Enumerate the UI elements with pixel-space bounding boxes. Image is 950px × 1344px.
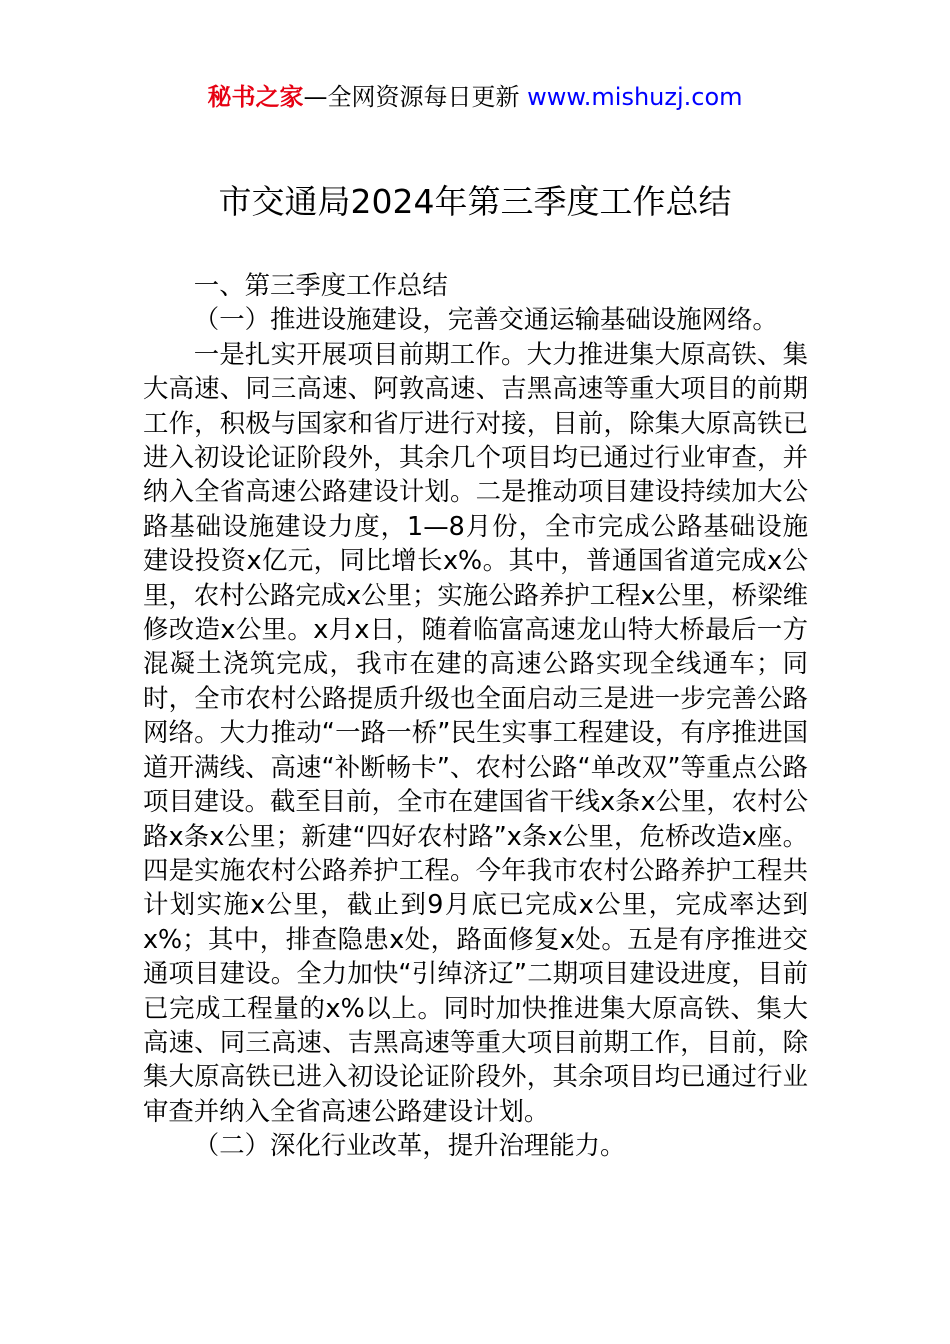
document-body <box>143 268 808 1163</box>
body-paragraph: 一是扎实开展项目前期工作。大力推进集大原高铁、集大高速、同三高速、阿敦高速、吉黑高速等重大项目的前期工作，积极与国家和省厅进行对接，目前，除集大原高铁已进入初设论证阶段外，其余几个项目均已通过行业审查，并纳入全省高速公路建设计划。二是推动项目建设持续加大公路基础设施建设力度，1—8月份，全市完成公路基础设施建设投资x亿元，同比增长x%。其中，普通国省道完成x公里，农村公路完成x公里；实施公路养护工程x公里，桥梁维修改造x公里。x月x日，随着临富高速龙山特大桥最后一方混凝土浇筑完成，我市在建的高速公路实现全线通车；同时，全市农村公路提质升级也全面启动三是进一步完善公路网络。大力推动“一路一桥”民生实事工程建设，有序推进国道开满线、高速“补断畅卡”、农村公路“单改双”等重点公路项目建设。截至目前，全市在建国省干线x条x公里，农村公路x条x公里；新建“四好农村路”x条x公里，危桥改造x座。四是实施农村公路养护工程。今年我市农村公路养护工程共计划实施x公里，截止到9月底已完成x公里，完成率达到x%；其中，排查隐患x处，路面修复x处。五是有序推进交通项目建设。全力加快“引绰济辽”二期项目建设进度，目前已完成工程量的x%以上。同时加快推进集大原高铁、集大高速、同三高速、吉黑高速等重大项目前期工作，目前，除集大原高铁已进入初设论证阶段外，其余项目均已通过行业审查并纳入全省高速公路建设计划。 <box>143 338 808 1126</box>
document-title: 市交通局2024年第三季度工作总结 <box>218 182 732 221</box>
site-brand: 秘书之家 <box>207 83 304 111</box>
site-url[interactable]: www.mishuzj.com <box>527 83 743 111</box>
site-header <box>0 80 950 114</box>
site-slogan: —全网资源每日更新 <box>303 83 528 111</box>
section-heading: 一、第三季度工作总结 <box>193 270 448 300</box>
subsection-heading: （二）深化行业改革，提升治理能力。 <box>193 1130 626 1161</box>
subsection-heading: （一）推进设施建设，完善交通运输基础设施网络。 <box>193 304 778 335</box>
